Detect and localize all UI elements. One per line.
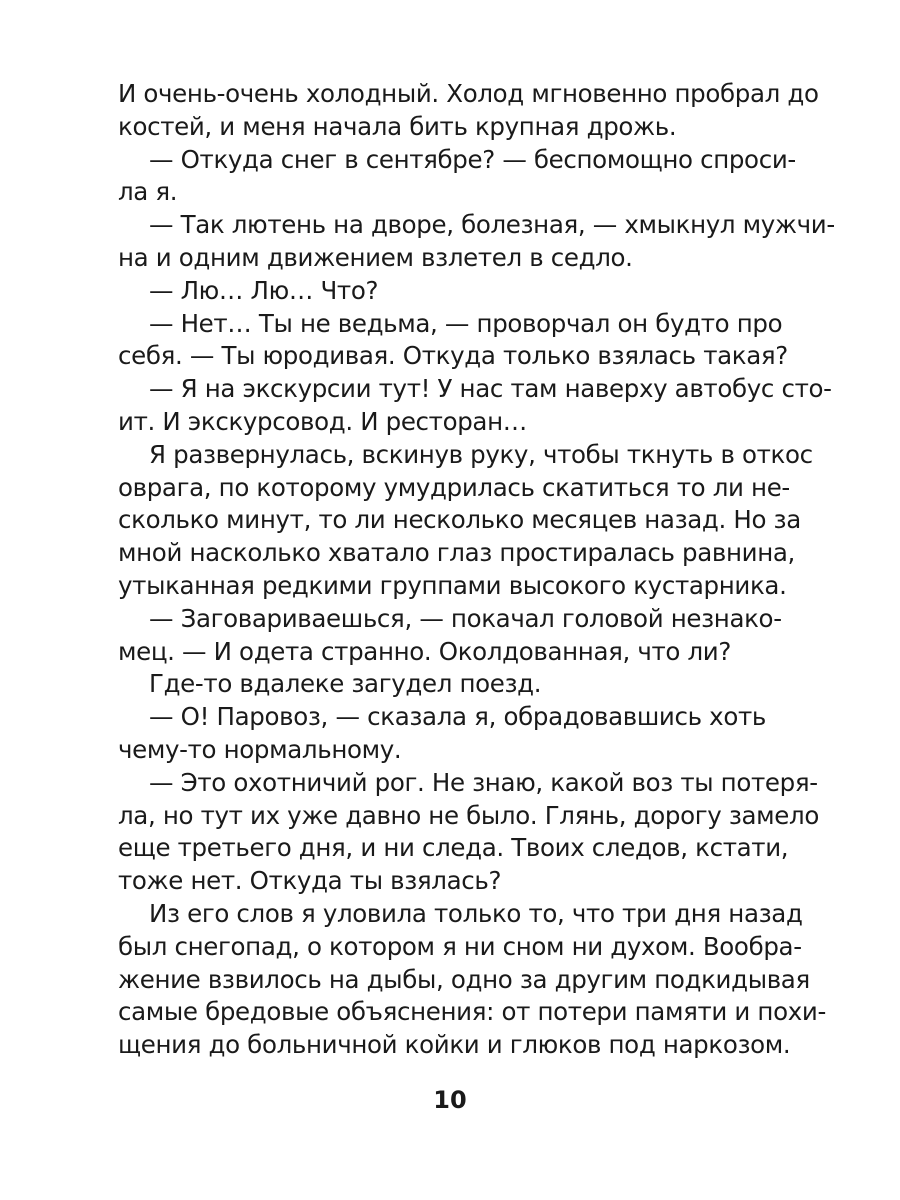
- text-line: — Заговариваешься, — покачал головой незнако-: [149, 603, 782, 633]
- text-line: И очень-очень холодный. Холод мгновенно пробрал до: [118, 79, 819, 108]
- text-line: — Так лютень на дворе, болезная, — хмыкнул мужчи-: [149, 210, 835, 240]
- text-line: оврага, по которому умудрилась скатиться то ли не-: [118, 472, 790, 502]
- text-line: Я развернулась, вскинув руку, чтобы ткнуть в откос: [149, 439, 813, 469]
- text-line: тоже нет. Откуда ты взялась?: [118, 866, 502, 896]
- text-line: костей, и меня начала бить крупная дрожь.: [118, 111, 677, 141]
- text-line: себя. — Ты юродивая. Откуда только взялась такая?: [118, 341, 788, 371]
- text-line: Из его слов я уловила только то, что три дня назад: [149, 898, 803, 928]
- text-line: ла я.: [118, 177, 178, 207]
- text-line: еще третьего дня, и ни следа. Твоих следов, кстати,: [118, 833, 789, 863]
- text-line: чему-то нормальному.: [118, 734, 402, 764]
- text-line: сколько минут, то ли несколько месяцев назад. Но за: [118, 505, 801, 535]
- text-line: — Лю… Лю… Что?: [149, 275, 379, 305]
- text-line: — Нет… Ты не ведьма, — проворчал он будто про: [149, 308, 783, 338]
- text-line: на и одним движением взлетел в седло.: [118, 242, 633, 272]
- text-line: мец. — И одета странно. Околдованная, что ли?: [118, 636, 732, 666]
- text-line: — Откуда снег в сентябре? — беспомощно спроси-: [149, 144, 796, 174]
- text-line: самые бредовые объяснения: от потери памяти и похи-: [118, 997, 826, 1027]
- page-number: 10: [433, 1086, 467, 1114]
- text-line: был снегопад, о котором я ни сном ни духом. Вообра-: [118, 931, 802, 961]
- text-line: — Это охотничий рог. Не знаю, какой воз ты потеря-: [149, 767, 818, 797]
- text-line: утыканная редкими группами высокого кустарника.: [118, 570, 787, 600]
- text-line: ит. И экскурсовод. И ресторан…: [118, 406, 527, 436]
- text-line: — Я на экскурсии тут! У нас там наверху автобус сто-: [149, 374, 832, 404]
- text-line: мной насколько хватало глаз простиралась равнина,: [118, 538, 795, 568]
- text-line: Где-то вдалеке загудел поезд.: [149, 669, 542, 699]
- text-line: жение взвилось на дыбы, одно за другим подкидывая: [118, 964, 810, 994]
- text-line: ла, но тут их уже давно не было. Глянь, дорогу замело: [118, 800, 819, 830]
- text-block: [118, 78, 835, 1062]
- text-line: — О! Паровоз, — сказала я, обрадовавшись хоть: [149, 702, 766, 732]
- text-line: щения до больничной койки и глюков под наркозом.: [118, 1030, 791, 1060]
